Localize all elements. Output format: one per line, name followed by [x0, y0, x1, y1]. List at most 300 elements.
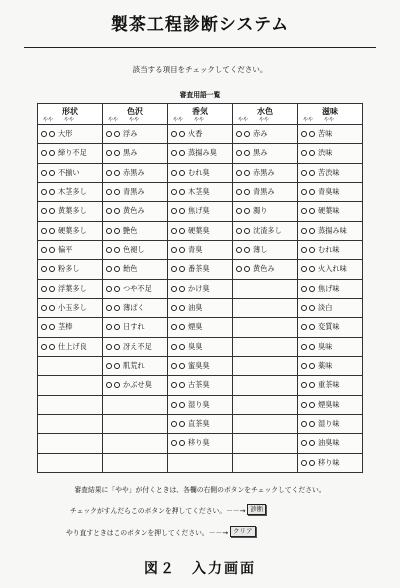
term-label: むれ臭 — [188, 167, 210, 177]
term-radio[interactable] — [309, 131, 315, 137]
term-option — [298, 183, 362, 201]
term-option — [168, 164, 232, 182]
term-option — [38, 260, 102, 278]
table-row — [38, 240, 363, 259]
yaya-radio[interactable] — [171, 286, 177, 292]
term-option — [298, 299, 362, 317]
term-radio[interactable] — [49, 247, 55, 253]
yaya-radio[interactable] — [301, 460, 307, 466]
table-cell — [38, 318, 103, 337]
term-radio[interactable] — [179, 344, 185, 350]
yaya-radio[interactable] — [301, 266, 307, 272]
term-option — [233, 144, 297, 162]
yaya-radio[interactable] — [236, 247, 242, 253]
term-radio[interactable] — [49, 305, 55, 311]
term-radio[interactable] — [244, 266, 250, 272]
table-cell — [233, 356, 298, 375]
term-label: 締り不足 — [58, 148, 87, 158]
title-divider — [24, 47, 376, 48]
term-radio[interactable] — [309, 247, 315, 253]
term-option — [298, 125, 362, 143]
term-radio[interactable] — [49, 189, 55, 195]
term-option — [233, 183, 297, 201]
table-cell — [233, 279, 298, 298]
yaya-radio[interactable] — [236, 150, 242, 156]
term-option — [168, 202, 232, 220]
reset-prompt: やり直すときはこのボタンを押してください。－－→ — [66, 528, 229, 537]
term-option — [168, 183, 232, 201]
yaya-radio[interactable] — [41, 286, 47, 292]
term-radio[interactable] — [179, 189, 185, 195]
term-radio[interactable] — [114, 266, 120, 272]
yaya-radio[interactable] — [301, 421, 307, 427]
term-radio[interactable] — [309, 305, 315, 311]
term-option — [38, 280, 102, 298]
term-option — [168, 338, 232, 356]
table-cell — [168, 279, 233, 298]
term-radio[interactable] — [309, 324, 315, 330]
table-cell — [168, 414, 233, 433]
table-row — [38, 356, 363, 375]
yaya-label: やや — [238, 117, 249, 123]
term-radio[interactable] — [114, 324, 120, 330]
term-radio[interactable] — [49, 170, 55, 176]
yaya-label: やや — [324, 117, 335, 123]
yaya-radio[interactable] — [41, 150, 47, 156]
table-cell — [103, 414, 168, 433]
table-cell — [38, 279, 103, 298]
term-label: 肌荒れ — [123, 361, 145, 371]
term-label: 小玉多し — [58, 303, 87, 313]
yaya-radio[interactable] — [301, 344, 307, 350]
term-radio[interactable] — [244, 228, 250, 234]
yaya-radio[interactable] — [106, 150, 112, 156]
table-cell — [298, 202, 363, 221]
term-label: 油臭味 — [318, 438, 340, 448]
term-option — [38, 183, 102, 201]
table-cell — [103, 202, 168, 221]
term-option — [298, 376, 362, 394]
term-radio[interactable] — [114, 247, 120, 253]
yaya-radio[interactable] — [301, 131, 307, 137]
yaya-radio[interactable] — [236, 266, 242, 272]
term-radio[interactable] — [309, 363, 315, 369]
yaya-radio[interactable] — [106, 131, 112, 137]
yaya-radio[interactable] — [41, 266, 47, 272]
table-cell — [38, 202, 103, 221]
term-label: 硬葉臭 — [188, 225, 210, 235]
term-radio[interactable] — [179, 324, 185, 330]
term-radio[interactable] — [49, 131, 55, 137]
clear-button[interactable]: クリア — [230, 526, 256, 537]
table-cell — [38, 144, 103, 163]
term-option — [168, 415, 232, 433]
term-radio[interactable] — [309, 286, 315, 292]
term-radio[interactable] — [179, 170, 185, 176]
yaya-radio[interactable] — [106, 363, 112, 369]
term-label: 青臭味 — [318, 187, 340, 197]
table-cell — [233, 453, 298, 472]
table-row — [38, 376, 363, 395]
yaya-radio[interactable] — [301, 402, 307, 408]
term-radio[interactable] — [309, 170, 315, 176]
yaya-radio[interactable] — [106, 208, 112, 214]
term-label: 油臭 — [188, 303, 203, 313]
term-label: 飴色 — [123, 264, 138, 274]
yaya-radio[interactable] — [236, 131, 242, 137]
table-cell — [38, 395, 103, 414]
yaya-radio[interactable] — [171, 440, 177, 446]
term-label: 硬葉多し — [58, 225, 87, 235]
term-radio[interactable] — [309, 421, 315, 427]
yaya-radio[interactable] — [171, 344, 177, 350]
table-cell — [168, 356, 233, 375]
term-radio[interactable] — [114, 286, 120, 292]
term-label: 浮葉多し — [58, 283, 87, 293]
term-label: 赤黒み — [253, 167, 275, 177]
table-cell — [298, 298, 363, 317]
term-option — [103, 357, 167, 375]
table-row — [38, 318, 363, 337]
yaya-radio[interactable] — [171, 150, 177, 156]
term-radio[interactable] — [244, 189, 250, 195]
term-option — [103, 260, 167, 278]
table-cell — [233, 221, 298, 240]
yaya-radio[interactable] — [171, 402, 177, 408]
term-option — [38, 241, 102, 259]
term-radio[interactable] — [309, 189, 315, 195]
yaya-radio[interactable] — [301, 247, 307, 253]
yaya-radio[interactable] — [106, 286, 112, 292]
term-label: 薬味 — [318, 361, 333, 371]
term-radio[interactable] — [114, 208, 120, 214]
term-radio[interactable] — [309, 228, 315, 234]
table-cell — [233, 260, 298, 279]
yaya-radio[interactable] — [106, 382, 112, 388]
term-radio[interactable] — [49, 266, 55, 272]
term-radio[interactable] — [114, 344, 120, 350]
term-radio[interactable] — [114, 305, 120, 311]
term-option — [298, 338, 362, 356]
yaya-radio[interactable] — [301, 305, 307, 311]
term-option — [38, 299, 102, 317]
term-label: 番茶臭 — [188, 264, 210, 274]
yaya-radio[interactable] — [41, 189, 47, 195]
figure-caption: 図２ 入力画面 — [144, 561, 256, 577]
yaya-radio[interactable] — [41, 170, 47, 176]
yaya-label: やや — [194, 117, 205, 123]
term-radio[interactable] — [309, 150, 315, 156]
term-option — [103, 183, 167, 201]
table-cell — [298, 453, 363, 472]
term-radio[interactable] — [179, 131, 185, 137]
term-radio[interactable] — [114, 228, 120, 234]
term-label: 苦味 — [318, 129, 333, 139]
table-cell — [298, 163, 363, 182]
yaya-radio[interactable] — [236, 208, 242, 214]
yaya-radio[interactable] — [301, 363, 307, 369]
table-cell — [38, 298, 103, 317]
term-label: 古茶臭 — [188, 380, 210, 390]
term-radio[interactable] — [179, 228, 185, 234]
term-option — [298, 202, 362, 220]
term-radio[interactable] — [179, 382, 185, 388]
table-cell — [233, 337, 298, 356]
table-cell — [38, 221, 103, 240]
table-cell — [298, 318, 363, 337]
yaya-radio[interactable] — [171, 324, 177, 330]
term-label: 黒み — [123, 148, 138, 158]
yaya-radio[interactable] — [301, 440, 307, 446]
term-option — [298, 396, 362, 414]
term-option — [233, 241, 297, 259]
yaya-radio[interactable] — [171, 131, 177, 137]
table-cell — [103, 356, 168, 375]
term-label: 蜜臭臭 — [188, 361, 210, 371]
table-cell — [233, 182, 298, 201]
term-radio[interactable] — [49, 150, 55, 156]
yaya-radio[interactable] — [41, 324, 47, 330]
table-row — [38, 202, 363, 221]
instruction-text: 該当する項目をチェックしてください。 — [132, 65, 268, 74]
term-radio[interactable] — [179, 402, 185, 408]
table-cell — [168, 182, 233, 201]
term-radio[interactable] — [309, 460, 315, 466]
yaya-radio[interactable] — [236, 228, 242, 234]
term-radio[interactable] — [49, 286, 55, 292]
term-radio[interactable] — [179, 247, 185, 253]
column-header-label: 色沢 — [127, 107, 143, 116]
term-label: 沈渣多し — [253, 225, 282, 235]
table-cell — [298, 125, 363, 144]
table-cell — [103, 395, 168, 414]
yaya-radio[interactable] — [41, 344, 47, 350]
term-radio[interactable] — [114, 189, 120, 195]
term-radio[interactable] — [244, 247, 250, 253]
yaya-radio[interactable] — [106, 228, 112, 234]
yaya-radio[interactable] — [301, 324, 307, 330]
term-option — [38, 318, 102, 336]
term-radio[interactable] — [179, 150, 185, 156]
table-row — [38, 221, 363, 240]
table-row — [38, 260, 363, 279]
term-radio[interactable] — [49, 324, 55, 330]
term-radio[interactable] — [179, 286, 185, 292]
table-cell — [168, 125, 233, 144]
yaya-label: やや — [303, 117, 314, 123]
yaya-radio[interactable] — [106, 247, 112, 253]
yaya-radio[interactable] — [301, 170, 307, 176]
yaya-radio[interactable] — [171, 382, 177, 388]
yaya-radio[interactable] — [171, 363, 177, 369]
term-option — [298, 280, 362, 298]
table-row — [38, 337, 363, 356]
term-label: 硬葉味 — [318, 206, 340, 216]
term-option — [168, 357, 232, 375]
yaya-radio[interactable] — [171, 228, 177, 234]
yaya-label: やや — [108, 117, 119, 123]
term-label: かけ臭 — [188, 283, 210, 293]
yaya-radio[interactable] — [171, 421, 177, 427]
table-cell — [233, 298, 298, 317]
term-radio[interactable] — [244, 131, 250, 137]
table-cell — [168, 318, 233, 337]
yaya-radio[interactable] — [236, 189, 242, 195]
term-option — [298, 222, 362, 240]
footer-note: 審査結果に「やや」が付くときは、各欄の右側のボタンをチェックしてください。 — [74, 486, 326, 494]
table-cell — [103, 376, 168, 395]
term-radio[interactable] — [49, 208, 55, 214]
term-radio[interactable] — [114, 170, 120, 176]
table-row — [38, 144, 363, 163]
table-cell — [233, 125, 298, 144]
yaya-radio[interactable] — [41, 228, 47, 234]
term-label: 臭臭 — [188, 341, 203, 351]
yaya-radio[interactable] — [301, 189, 307, 195]
yaya-label: やや — [43, 117, 54, 123]
yaya-radio[interactable] — [171, 305, 177, 311]
term-radio[interactable] — [309, 266, 315, 272]
term-radio[interactable] — [244, 208, 250, 214]
yaya-radio[interactable] — [106, 189, 112, 195]
yaya-label: やや — [259, 117, 270, 123]
term-label: 木茎臭 — [188, 187, 210, 197]
yaya-radio[interactable] — [301, 382, 307, 388]
term-label: 青臭 — [188, 245, 203, 255]
column-header — [103, 104, 168, 125]
table-cell — [298, 182, 363, 201]
yaya-radio[interactable] — [171, 266, 177, 272]
term-option — [298, 434, 362, 452]
table-cell — [233, 414, 298, 433]
table-cell — [168, 202, 233, 221]
term-option — [168, 280, 232, 298]
table-cell — [103, 182, 168, 201]
term-radio[interactable] — [244, 150, 250, 156]
term-radio[interactable] — [309, 402, 315, 408]
term-radio[interactable] — [179, 266, 185, 272]
term-label: 黄葉多し — [58, 206, 87, 216]
table-cell — [103, 318, 168, 337]
yaya-radio[interactable] — [301, 228, 307, 234]
term-radio[interactable] — [244, 170, 250, 176]
yaya-radio[interactable] — [236, 170, 242, 176]
term-radio[interactable] — [114, 363, 120, 369]
yaya-radio[interactable] — [171, 247, 177, 253]
yaya-radio[interactable] — [301, 208, 307, 214]
yaya-radio[interactable] — [106, 266, 112, 272]
table-cell — [168, 144, 233, 163]
term-radio[interactable] — [49, 344, 55, 350]
term-option — [103, 280, 167, 298]
table-cell — [298, 356, 363, 375]
table-cell — [38, 240, 103, 259]
term-label: 煙臭 — [188, 322, 203, 332]
yaya-radio[interactable] — [41, 247, 47, 253]
table-cell — [38, 414, 103, 433]
table-cell — [233, 434, 298, 453]
term-label: 焦げ味 — [318, 283, 340, 293]
term-option — [38, 164, 102, 182]
term-radio[interactable] — [309, 440, 315, 446]
term-radio[interactable] — [179, 208, 185, 214]
term-label: 薄し — [253, 245, 268, 255]
term-option — [168, 125, 232, 143]
term-radio[interactable] — [114, 382, 120, 388]
term-radio[interactable] — [309, 208, 315, 214]
yaya-radio[interactable] — [171, 208, 177, 214]
yaya-radio[interactable] — [106, 170, 112, 176]
term-label: 淡白 — [318, 303, 333, 313]
term-option — [168, 260, 232, 278]
term-label: 偏平 — [58, 245, 73, 255]
yaya-radio[interactable] — [106, 324, 112, 330]
term-label: 仕上げ良 — [58, 341, 87, 351]
term-option — [298, 454, 362, 472]
yaya-radio[interactable] — [41, 305, 47, 311]
term-radio[interactable] — [179, 305, 185, 311]
term-option — [233, 164, 297, 182]
term-radio[interactable] — [179, 363, 185, 369]
term-option — [233, 125, 297, 143]
table-caption: 審査用語一覧 — [179, 91, 221, 99]
yaya-radio[interactable] — [301, 286, 307, 292]
term-option — [38, 125, 102, 143]
term-option — [233, 222, 297, 240]
term-option — [38, 202, 102, 220]
term-label: 冴え不足 — [123, 341, 152, 351]
term-option — [298, 357, 362, 375]
term-radio[interactable] — [114, 131, 120, 137]
term-label: 木茎多し — [58, 187, 87, 197]
table-cell — [103, 125, 168, 144]
term-label: 色褪し — [123, 245, 145, 255]
term-radio[interactable] — [309, 382, 315, 388]
table-row — [38, 163, 363, 182]
yaya-radio[interactable] — [171, 170, 177, 176]
table-cell — [38, 337, 103, 356]
diagnose-button[interactable]: 診断 — [247, 504, 266, 515]
term-radio[interactable] — [179, 440, 185, 446]
reset-row — [66, 526, 256, 537]
term-radio[interactable] — [114, 150, 120, 156]
table-cell — [103, 221, 168, 240]
table-cell — [298, 337, 363, 356]
term-option — [298, 415, 362, 433]
table-cell — [103, 144, 168, 163]
table-cell — [233, 395, 298, 414]
table-cell — [103, 279, 168, 298]
table-cell — [233, 144, 298, 163]
yaya-radio[interactable] — [106, 305, 112, 311]
yaya-radio[interactable] — [106, 344, 112, 350]
check-prompt: チェックがすんだらこのボタンを押してください。－－→ — [70, 506, 246, 515]
app-title: 製茶工程診断システム — [110, 15, 290, 35]
table-cell — [233, 202, 298, 221]
yaya-radio[interactable] — [41, 131, 47, 137]
yaya-radio[interactable] — [41, 208, 47, 214]
term-option — [168, 434, 232, 452]
term-radio[interactable] — [49, 228, 55, 234]
table-cell — [298, 144, 363, 163]
yaya-radio[interactable] — [171, 189, 177, 195]
term-option — [168, 396, 232, 414]
yaya-radio[interactable] — [301, 150, 307, 156]
check-row — [70, 504, 266, 515]
table-cell — [298, 434, 363, 453]
term-radio[interactable] — [309, 344, 315, 350]
term-radio[interactable] — [179, 421, 185, 427]
